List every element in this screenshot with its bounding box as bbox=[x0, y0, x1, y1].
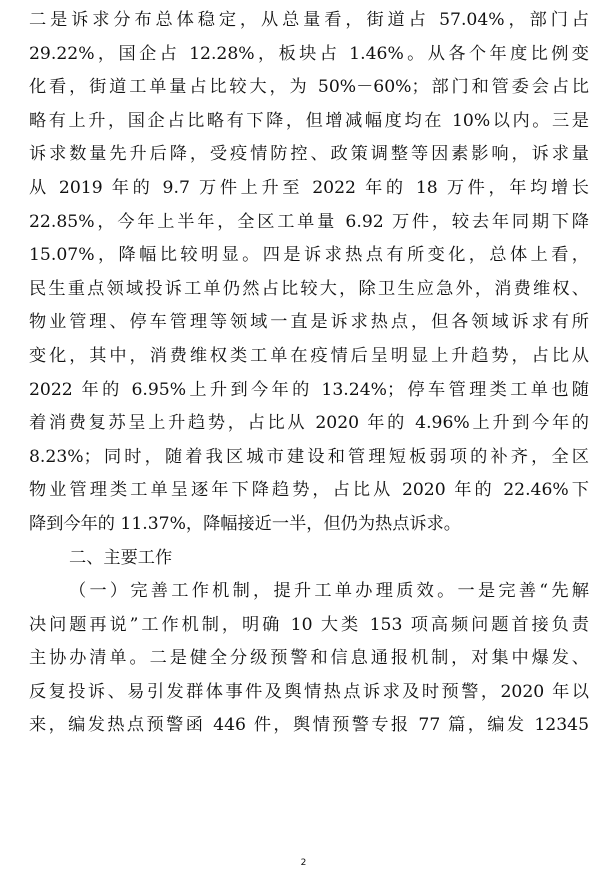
document-page bbox=[29, 4, 589, 743]
text-line: 8.23%；同时，随着我区城市建设和管理短板弱项的补齐，全区 bbox=[29, 446, 589, 467]
text-line: 二是诉求分布总体稳定，从总量看，街道占 57.04%，部门占 bbox=[29, 10, 589, 30]
page-number: 2 bbox=[300, 858, 307, 868]
text-line: 物业管理、停车管理等领域一直是诉求热点，但各领域诉求有所 bbox=[29, 312, 589, 333]
text-line: 反复投诉、易引发群体事件及舆情热点诉求及时预警，2020 年以 bbox=[29, 681, 589, 702]
text-line: 15.07%，降幅比较明显。四是诉求热点有所变化，总体上看， bbox=[29, 245, 589, 266]
text-line: 化看，街道工单量占比较大，为 50%－60%；部门和管委会占比 bbox=[29, 77, 589, 98]
section-heading: 二、主要工作 bbox=[69, 547, 173, 568]
text-line: 略有上升，国企占比略有下降，但增减幅度均在 10%以内。三是 bbox=[29, 110, 589, 131]
text-line: 22.85%，今年上半年，全区工单量 6.92 万件，较去年同期下降 bbox=[29, 211, 589, 232]
text-line: 民生重点领域投诉工单仍然占比较大，除卫生应急外，消费维权、 bbox=[29, 278, 589, 299]
text-line: 物业管理类工单呈逐年下降趋势，占比从 2020 年的 22.46%下 bbox=[29, 480, 589, 501]
body-paragraph-1 bbox=[29, 4, 589, 542]
text-line: 2022 年的 6.95%上升到今年的 13.24%；停车管理类工单也随 bbox=[29, 379, 589, 400]
body-paragraph-2 bbox=[29, 575, 589, 743]
text-line: 降到今年的 11.37%，降幅接近一半，但仍为热点诉求。 bbox=[29, 513, 461, 534]
text-line: 从 2019 年的 9.7 万件上升至 2022 年的 18 万件，年均增长 bbox=[29, 177, 589, 198]
text-line: 变化，其中，消费维权类工单在疫情后呈明显上升趋势，占比从 bbox=[29, 345, 589, 366]
text-line: 29.22%，国企占 12.28%，板块占 1.46%。从各个年度比例变 bbox=[29, 43, 589, 64]
text-line: （一）完善工作机制，提升工单办理质效。一是完善“先解 bbox=[69, 581, 589, 602]
text-line: 主协办清单。二是健全分级预警和信息通报机制，对集中爆发、 bbox=[29, 648, 589, 669]
text-line: 决问题再说”工作机制，明确 10 大类 153 项高频问题首接负责 bbox=[29, 614, 589, 635]
text-line: 着消费复苏呈上升趋势，占比从 2020 年的 4.96%上升到今年的 bbox=[29, 413, 589, 434]
text-line: 来，编发热点预警函 446 件，舆情预警专报 77 篇，编发 12345 bbox=[29, 715, 589, 736]
text-line: 诉求数量先升后降，受疫情防控、政策调整等因素影响，诉求量 bbox=[29, 144, 589, 165]
